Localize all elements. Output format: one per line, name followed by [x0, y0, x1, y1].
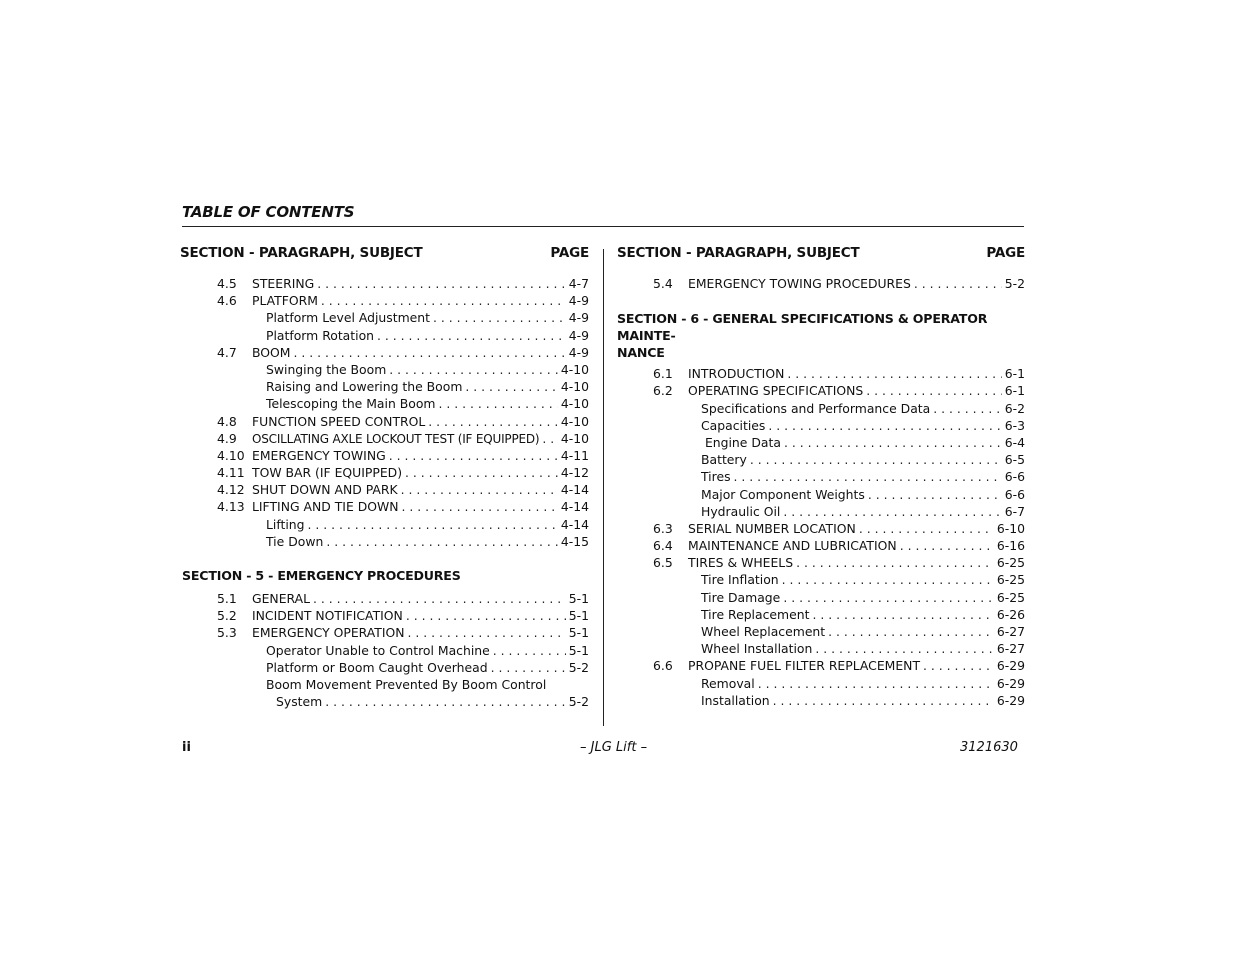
- toc-subentry[interactable]: [617, 468, 1025, 485]
- entry-page: 4-10: [560, 396, 589, 412]
- dot-leader: [428, 413, 558, 430]
- entry-page: 6-2: [1004, 400, 1025, 416]
- entry-page: 5-2: [568, 694, 589, 710]
- entry-title: PROPANE FUEL FILTER REPLACEMENT: [688, 658, 921, 674]
- entry-page: 5-1: [568, 625, 589, 641]
- toc-entries: [617, 275, 1025, 292]
- dot-leader: [401, 481, 558, 498]
- toc-entry[interactable]: [180, 344, 589, 361]
- section-6-heading[interactable]: [617, 310, 1025, 361]
- entry-title: Specifications and Performance Data: [701, 400, 931, 416]
- dot-leader: [782, 571, 994, 588]
- dot-leader: [868, 486, 1002, 503]
- dot-leader: [758, 675, 994, 692]
- entry-page: 4-9: [568, 344, 589, 360]
- entry-title: Swinging the Boom: [266, 361, 387, 377]
- dot-leader: [377, 327, 566, 344]
- entry-number: 4.6: [217, 293, 237, 309]
- entry-title: Wheel Installation: [701, 641, 813, 657]
- entry-number: 4.9: [217, 430, 237, 446]
- entry-number: 6.6: [653, 658, 673, 674]
- dot-leader: [326, 533, 558, 550]
- entry-page: 6-6: [1004, 469, 1025, 485]
- toc-subentry[interactable]: [617, 451, 1025, 468]
- entry-page: 6-10: [996, 520, 1025, 536]
- toc-subentry[interactable]: [617, 623, 1025, 640]
- entry-title: BOOM: [252, 344, 291, 360]
- toc-entry[interactable]: [180, 498, 589, 515]
- entry-number: 4.11: [217, 465, 245, 481]
- toc-subentry[interactable]: [180, 309, 589, 326]
- entry-page: 4-11: [560, 447, 589, 463]
- entry-title: Tire Damage: [701, 589, 781, 605]
- footer-doc-number: 3121630: [960, 740, 1018, 755]
- column-divider: [603, 249, 604, 726]
- column-heading: SECTION - PARAGRAPH, SUBJECT: [180, 245, 423, 261]
- entry-page: 4-7: [568, 276, 589, 291]
- section-6-heading-line: SECTION - 6 - GENERAL SPECIFICATIONS & OPERATOR MAINTE-: [617, 311, 988, 344]
- entry-title: SHUT DOWN AND PARK: [252, 482, 398, 498]
- toc-subentry[interactable]: [617, 640, 1025, 657]
- entry-title: Boom Movement Prevented By Boom Control: [266, 676, 547, 692]
- entry-title: MAINTENANCE AND LUBRICATION: [688, 538, 897, 554]
- entry-page: 6-16: [996, 538, 1025, 554]
- entry-number: 6.4: [653, 538, 673, 554]
- toc-subentry-continuation[interactable]: [180, 693, 589, 710]
- dot-leader: [308, 516, 558, 533]
- dot-leader: [866, 382, 1002, 399]
- entry-page: 5-2: [1004, 276, 1025, 291]
- entry-page: 6-29: [996, 692, 1025, 708]
- toc-subentry[interactable]: [617, 400, 1025, 417]
- entry-title: Battery: [701, 452, 747, 468]
- toc-subentry[interactable]: [180, 378, 589, 395]
- toc-entry[interactable]: [180, 464, 589, 481]
- entry-page: 6-1: [1004, 366, 1025, 382]
- entry-number: 5.2: [217, 608, 237, 624]
- toc-subentry[interactable]: [617, 434, 1025, 451]
- entry-title: SERIAL NUMBER LOCATION: [688, 520, 856, 536]
- dot-leader: [389, 447, 558, 464]
- entry-title: GENERAL: [252, 591, 311, 606]
- toc-entry[interactable]: [180, 292, 589, 309]
- entry-number: 4.7: [217, 344, 237, 360]
- entry-page: 6-1: [1004, 383, 1025, 399]
- entry-page: 6-25: [996, 589, 1025, 605]
- dot-leader: [812, 606, 993, 623]
- toc-entry[interactable]: [180, 447, 589, 464]
- dot-leader: [493, 642, 566, 659]
- entry-title: Tire Inflation: [701, 572, 779, 588]
- entry-page: 6-3: [1004, 417, 1025, 433]
- dot-leader: [389, 361, 558, 378]
- entry-page: 5-1: [568, 608, 589, 624]
- page-label: PAGE: [986, 245, 1025, 261]
- dot-leader: [408, 624, 566, 641]
- toc-subentry[interactable]: [180, 659, 589, 676]
- dot-leader: [787, 365, 1001, 382]
- entry-title: STEERING: [252, 276, 315, 291]
- section-5-heading[interactable]: SECTION - 5 - EMERGENCY PROCEDURES: [182, 568, 461, 583]
- toc-entry[interactable]: [180, 275, 589, 292]
- toc-subentry[interactable]: [617, 589, 1025, 606]
- toc-entries: [617, 365, 1025, 709]
- dot-leader: [325, 693, 566, 710]
- entry-title: Tires: [701, 469, 731, 485]
- dot-leader: [859, 520, 994, 537]
- entry-title: INTRODUCTION: [688, 366, 785, 382]
- toc-subentry[interactable]: [617, 692, 1025, 709]
- entry-title: Capacities: [701, 417, 766, 433]
- entry-page: 4-10: [560, 430, 589, 446]
- toc-subentry[interactable]: [180, 327, 589, 344]
- dot-leader: [405, 464, 558, 481]
- dot-leader: [313, 590, 566, 607]
- toc-subentry[interactable]: [180, 361, 589, 378]
- column-header: [180, 245, 589, 269]
- dot-leader: [828, 623, 994, 640]
- entry-page: 6-6: [1004, 486, 1025, 502]
- entry-title: Tire Replacement: [701, 606, 810, 622]
- toc-subentry[interactable]: [617, 417, 1025, 434]
- entry-page: 6-5: [1004, 452, 1025, 468]
- dot-leader: [293, 344, 565, 361]
- entry-title: Engine Data: [701, 434, 781, 450]
- entry-page: 4-9: [568, 327, 589, 343]
- entry-number: 6.5: [653, 555, 673, 571]
- toc-entry[interactable]: [617, 365, 1025, 382]
- entry-title: FUNCTION SPEED CONTROL: [252, 413, 426, 429]
- entry-number: 5.4: [653, 276, 673, 291]
- dot-leader: [321, 292, 566, 309]
- entry-page: 6-7: [1004, 503, 1025, 519]
- entry-title: Wheel Replacement: [701, 624, 826, 639]
- toc-subentry[interactable]: [617, 606, 1025, 623]
- entry-title: PLATFORM: [252, 293, 318, 309]
- toc-entry[interactable]: [617, 275, 1025, 292]
- page-title: TABLE OF CONTENTS: [182, 203, 355, 221]
- entry-title: Hydraulic Oil: [701, 503, 781, 519]
- entry-number: 6.1: [653, 366, 673, 382]
- entry-page: 6-27: [996, 641, 1025, 657]
- entry-page: 4-14: [560, 499, 589, 515]
- entry-title: Major Component Weights: [701, 486, 865, 502]
- dot-leader: [750, 451, 1002, 468]
- entry-page: 4-10: [560, 379, 589, 395]
- entry-number: 5.3: [217, 625, 237, 641]
- entry-title: EMERGENCY OPERATION: [252, 625, 405, 641]
- toc-entry[interactable]: [617, 554, 1025, 571]
- column-heading: SECTION - PARAGRAPH, SUBJECT: [617, 245, 860, 261]
- entry-title: Installation: [701, 692, 770, 708]
- entry-page: 4-10: [560, 413, 589, 429]
- entry-title: Platform or Boom Caught Overhead: [266, 659, 488, 675]
- toc-subentry[interactable]: [617, 503, 1025, 520]
- dot-leader: [923, 657, 994, 674]
- entry-title: Platform Level Adjustment: [266, 310, 430, 326]
- dot-leader: [784, 434, 1002, 451]
- entry-page: 4-9: [568, 310, 589, 326]
- entry-number: 4.13: [217, 499, 245, 515]
- entry-number: 6.2: [653, 383, 673, 399]
- dot-leader: [768, 417, 1001, 434]
- section-6-heading-line: NANCE: [617, 345, 665, 361]
- toc-subentry[interactable]: [180, 533, 589, 550]
- toc-entry[interactable]: [617, 520, 1025, 537]
- toc-entry[interactable]: [180, 413, 589, 430]
- entry-page: 6-25: [996, 572, 1025, 588]
- entry-page: 6-4: [1004, 434, 1025, 450]
- entry-title: System: [276, 694, 323, 710]
- dot-leader: [402, 498, 558, 515]
- toc-entry[interactable]: [180, 607, 589, 624]
- dot-leader: [734, 468, 1002, 485]
- entry-page: 4-10: [560, 361, 589, 377]
- dot-leader: [491, 659, 566, 676]
- entry-title: Platform Rotation: [266, 327, 375, 343]
- dot-leader: [542, 430, 557, 447]
- dot-leader: [914, 275, 1002, 292]
- toc-entry[interactable]: [180, 590, 589, 607]
- dot-leader: [796, 554, 994, 571]
- entry-title: Operator Unable to Control Machine: [266, 642, 490, 658]
- entry-title: OPERATING SPECIFICATIONS: [688, 383, 864, 399]
- entry-page: 4-14: [560, 482, 589, 498]
- title-rule: [182, 226, 1024, 227]
- entry-title: Tie Down: [266, 533, 324, 549]
- entry-page: 5-1: [568, 642, 589, 658]
- toc-subentry[interactable]: [617, 571, 1025, 588]
- entry-page: 6-29: [996, 675, 1025, 691]
- toc-column-left: [180, 245, 589, 710]
- entry-number: 6.3: [653, 520, 673, 536]
- entry-page: 5-1: [568, 591, 589, 606]
- entry-number: 4.5: [217, 276, 237, 291]
- toc-subentry[interactable]: [180, 642, 589, 659]
- dot-leader: [783, 503, 1001, 520]
- entry-page: 5-2: [568, 659, 589, 675]
- toc-entry[interactable]: [617, 382, 1025, 399]
- dot-leader: [783, 589, 994, 606]
- dot-leader: [933, 400, 1002, 417]
- entry-title: EMERGENCY TOWING PROCEDURES: [688, 276, 911, 291]
- entry-title: EMERGENCY TOWING: [252, 447, 386, 463]
- toc-subentry[interactable]: [180, 676, 589, 693]
- page-label: PAGE: [550, 245, 589, 261]
- toc-entry[interactable]: [180, 481, 589, 498]
- entry-title: LIFTING AND TIE DOWN: [252, 499, 399, 515]
- dot-leader: [439, 395, 558, 412]
- toc-subentry[interactable]: [180, 395, 589, 412]
- entry-number: 4.12: [217, 482, 245, 498]
- toc-entry[interactable]: [180, 624, 589, 641]
- entry-title: TIRES & WHEELS: [688, 555, 794, 571]
- dot-leader: [900, 537, 994, 554]
- entry-title: OSCILLATING AXLE LOCKOUT TEST (IF EQUIPPED): [252, 431, 540, 446]
- footer-center-text: – JLG Lift –: [580, 740, 648, 755]
- toc-subentry[interactable]: [617, 675, 1025, 692]
- toc-entry[interactable]: [617, 537, 1025, 554]
- footer-page-number: ii: [182, 740, 191, 755]
- dot-leader: [317, 275, 566, 292]
- dot-leader: [433, 309, 566, 326]
- entry-title: Raising and Lowering the Boom: [266, 379, 463, 395]
- column-header: [617, 245, 1025, 269]
- toc-entries: [180, 590, 589, 710]
- entry-page: 6-26: [996, 606, 1025, 622]
- entry-title: Telescoping the Main Boom: [266, 396, 436, 412]
- entry-number: 5.1: [217, 591, 237, 606]
- dot-leader: [815, 640, 994, 657]
- toc-entries: [180, 275, 589, 550]
- toc-entry[interactable]: [180, 430, 589, 447]
- entry-number: 4.8: [217, 413, 237, 429]
- entry-page: 6-27: [996, 624, 1025, 639]
- entry-page: 6-29: [996, 658, 1025, 674]
- entry-page: 6-25: [996, 555, 1025, 571]
- entry-title: Removal: [701, 675, 755, 691]
- entry-title: INCIDENT NOTIFICATION: [252, 608, 403, 624]
- entry-page: 4-12: [560, 465, 589, 481]
- entry-number: 4.10: [217, 447, 245, 463]
- entry-page: 4-9: [568, 293, 589, 309]
- toc-subentry[interactable]: [617, 486, 1025, 503]
- toc-entry[interactable]: [617, 657, 1025, 674]
- toc-subentry[interactable]: [180, 516, 589, 533]
- dot-leader: [465, 378, 557, 395]
- dot-leader: [773, 692, 994, 709]
- toc-column-right: [617, 245, 1025, 709]
- entry-title: Lifting: [266, 516, 305, 532]
- entry-title: TOW BAR (IF EQUIPPED): [252, 465, 403, 481]
- entry-page: 4-14: [560, 516, 589, 532]
- dot-leader: [406, 607, 566, 624]
- entry-page: 4-15: [560, 533, 589, 549]
